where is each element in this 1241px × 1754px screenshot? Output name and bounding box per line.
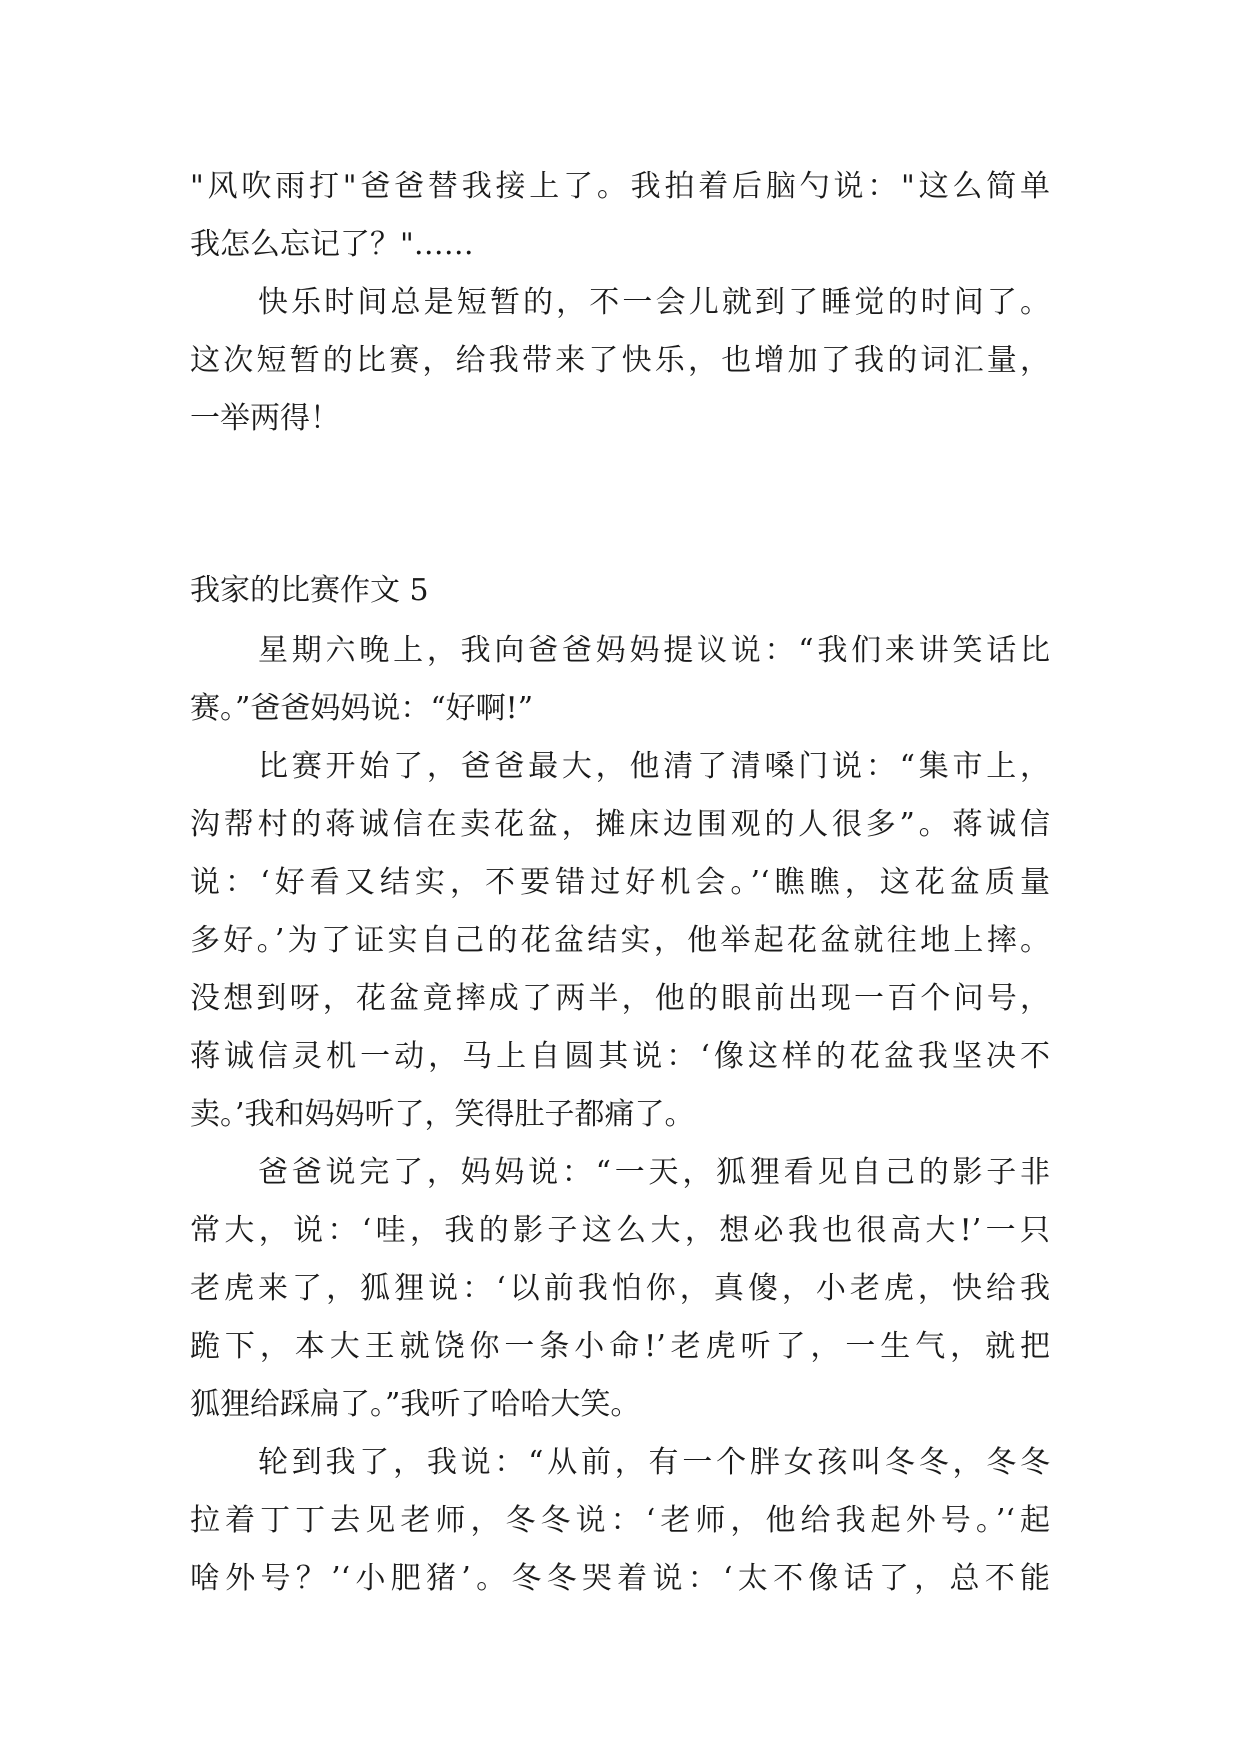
- section-spacer: [190, 448, 1050, 560]
- paragraph-line: 快乐时间总是短暂的，不一会儿就到了睡觉的时间了。: [258, 285, 1050, 320]
- paragraph-line: 啥外号？’‘小肥猪’。冬冬哭着说：‘太不像话了，总不能: [190, 1561, 1050, 1596]
- paragraph-line: 卖。’我和妈妈听了，笑得肚子都痛了。: [190, 1097, 695, 1132]
- section-title: 我家的比赛作文 5: [190, 573, 429, 608]
- paragraph-line: 赛。”爸爸妈妈说：“好啊!”: [190, 691, 534, 726]
- paragraph-line: "风吹雨打"爸爸替我接上了。我拍着后脑勺说："这么简单: [190, 169, 1050, 204]
- paragraph-line: 拉着丁丁去见老师，冬冬说：‘老师，他给我起外号。’‘起: [190, 1503, 1050, 1538]
- paragraph-line: 我怎么忘记了？"……: [190, 227, 474, 262]
- document-body: [190, 158, 1050, 1608]
- paragraph-line: 没想到呀，花盆竟摔成了两半，他的眼前出现一百个问号，: [190, 981, 1050, 1016]
- paragraph-line: 这次短暂的比赛，给我带来了快乐，也增加了我的词汇量，: [190, 343, 1050, 378]
- paragraph-line: 跪下，本大王就饶你一条小命!’老虎听了，一生气，就把: [190, 1329, 1050, 1364]
- paragraph-line: 狐狸给踩扁了。”我听了哈哈大笑。: [190, 1387, 641, 1422]
- paragraph-line: 轮到我了，我说：“从前，有一个胖女孩叫冬冬，冬冬: [258, 1445, 1050, 1480]
- paragraph-line: 说：‘好看又结实，不要错过好机会。’‘瞧瞧，这花盆质量: [190, 865, 1050, 900]
- paragraph-line: 爸爸说完了，妈妈说：“一天，狐狸看见自己的影子非: [258, 1155, 1050, 1190]
- paragraph-line: 星期六晚上，我向爸爸妈妈提议说：“我们来讲笑话比: [258, 633, 1050, 668]
- paragraph-line: 沟帮村的蒋诚信在卖花盆，摊床边围观的人很多”。蒋诚信: [190, 807, 1050, 842]
- paragraph-line: 多好。’为了证实自己的花盆结实，他举起花盆就往地上摔。: [190, 923, 1050, 958]
- paragraph-line: 比赛开始了，爸爸最大，他清了清嗓门说：“集市上，: [258, 749, 1050, 784]
- paragraph-line: 蒋诚信灵机一动，马上自圆其说：‘像这样的花盆我坚决不: [190, 1039, 1050, 1074]
- paragraph-line: 常大，说：‘哇，我的影子这么大，想必我也很高大!’一只: [190, 1213, 1050, 1248]
- paragraph-line: 一举两得！: [190, 401, 340, 436]
- paragraph-line: 老虎来了，狐狸说：‘以前我怕你，真傻，小老虎，快给我: [190, 1271, 1050, 1306]
